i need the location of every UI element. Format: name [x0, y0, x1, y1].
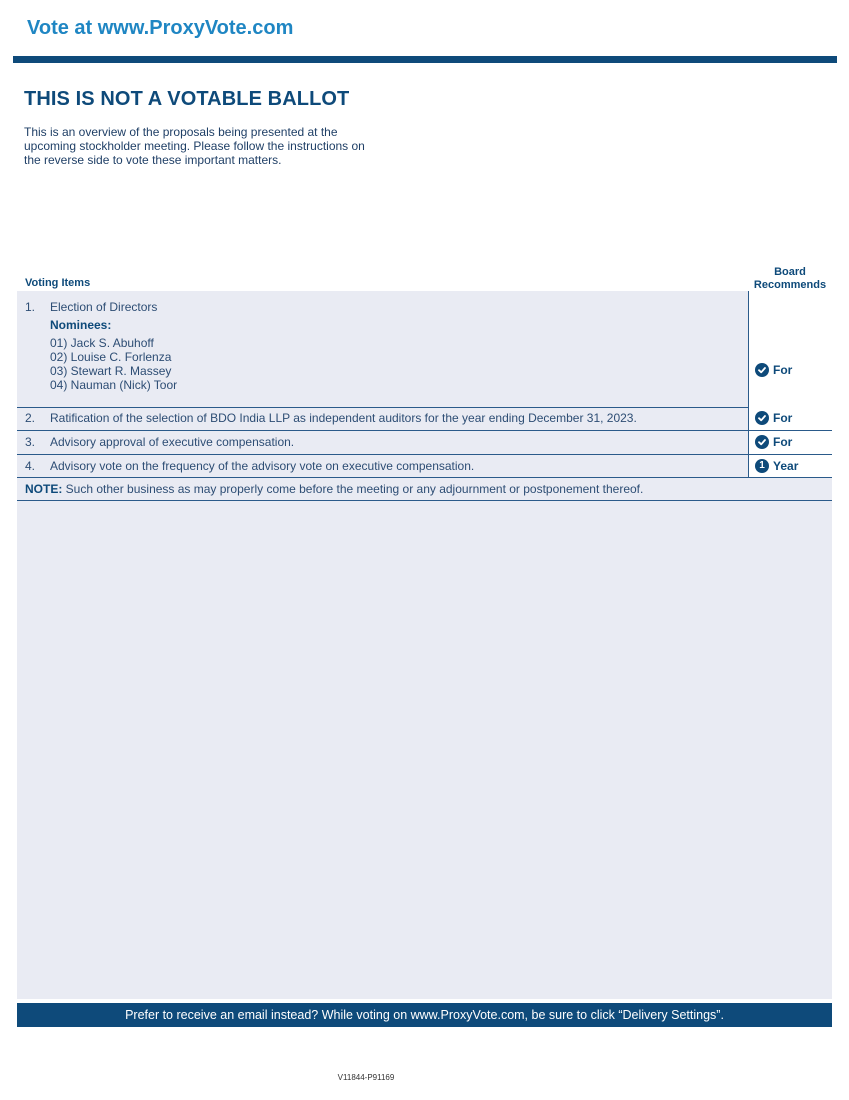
header-divider [13, 56, 837, 63]
board-recommendation-cell [748, 455, 833, 477]
voting-item-number: 2. [25, 411, 36, 425]
voting-item-text [25, 411, 637, 425]
voting-item-row-2 [17, 407, 832, 431]
voting-item-number: 1. [25, 300, 36, 314]
voting-item-text [25, 300, 157, 314]
board-recommendation-cell [748, 407, 833, 430]
voting-item-label: Advisory approval of executive compensation. [50, 435, 295, 449]
recommendation-label: For [773, 435, 793, 449]
board-recommends-heading-line-2: Recommends [753, 279, 827, 291]
voting-item-description [17, 407, 748, 430]
number-one-circle-icon [755, 459, 769, 473]
voting-item-description [17, 455, 748, 477]
voting-item-row-3 [17, 431, 832, 455]
voting-item-label: Ratification of the selection of BDO India LLP as independent auditors for the year ending December 31, 2023. [50, 411, 637, 425]
recommendation-label: For [773, 363, 793, 377]
board-recommendation [755, 459, 798, 473]
nominee-04: 04) Nauman (Nick) Toor [50, 378, 178, 392]
recommendation-label: For [773, 411, 793, 425]
board-recommendation-cell [748, 431, 833, 454]
document-code: V11844-P91169 [337, 1073, 395, 1082]
nominee-03: 03) Stewart R. Massey [50, 364, 172, 378]
voting-item-label: Election of Directors [50, 300, 158, 314]
voting-item-row-4 [17, 455, 832, 478]
delivery-settings-banner: Prefer to receive an email instead? While voting on www.ProxyVote.com, be sure to click “Delivery Settings”. [17, 1003, 832, 1027]
proxyvote-header-link[interactable]: Vote at www.ProxyVote.com [27, 17, 294, 39]
board-recommends-heading [749, 266, 831, 292]
note-text [25, 482, 643, 496]
board-recommendation [755, 435, 792, 449]
number-one-icon-text: 1 [759, 460, 765, 471]
intro-paragraph [24, 125, 424, 167]
intro-line-3: the reverse side to vote these important matters. [24, 153, 282, 167]
check-circle-icon [755, 411, 769, 425]
voting-item-description [17, 431, 748, 454]
voting-item-row-1 [17, 291, 832, 408]
board-recommendation [755, 363, 792, 377]
board-recommends-heading-line-1: Board [774, 266, 806, 278]
voting-item-text [25, 459, 474, 473]
check-circle-icon [755, 435, 769, 449]
page-title: THIS IS NOT A VOTABLE BALLOT [24, 88, 350, 110]
voting-item-number: 4. [25, 459, 36, 473]
board-recommendation-cell [748, 291, 833, 407]
nominee-01: 01) Jack S. Abuhoff [50, 336, 154, 350]
check-circle-icon [755, 363, 769, 377]
voting-item-text [25, 435, 294, 449]
voting-item-label: Advisory vote on the frequency of the advisory vote on executive compensation. [50, 459, 475, 473]
note-row [17, 478, 832, 501]
nominee-02: 02) Louise C. Forlenza [50, 350, 172, 364]
note-label: NOTE: [25, 482, 63, 496]
intro-line-2: upcoming stockholder meeting. Please follow the instructions on [24, 139, 365, 153]
voting-item-description [17, 291, 748, 407]
recommendation-label: Year [773, 459, 799, 473]
voting-item-number: 3. [25, 435, 36, 449]
intro-line-1: This is an overview of the proposals being presented at the [24, 125, 338, 139]
board-recommendation [755, 411, 792, 425]
nominees-label: Nominees: [50, 318, 112, 332]
note-body: Such other business as may properly come before the meeting or any adjournment or postponement thereof. [62, 482, 644, 496]
voting-items-heading: Voting Items [25, 277, 91, 289]
